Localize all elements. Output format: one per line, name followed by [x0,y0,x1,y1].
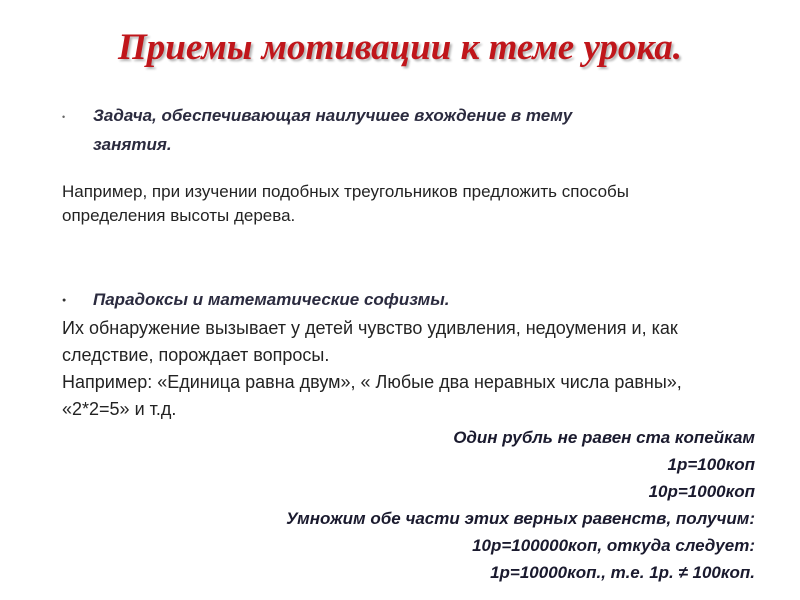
sophism-proof [286,424,755,586]
bullet-icon: • [62,112,66,122]
slide-title: Приемы мотивации к теме урока. [118,27,682,68]
section1-heading-line1: Задача, обеспечивающая наилучшее вхождение в тему [93,106,573,125]
proof-line: 10р=100000коп, откуда следует: [472,536,755,555]
section1-heading [93,101,693,159]
section2-heading: Парадоксы и математические софизмы. [93,290,450,309]
section2-line: Например: «Единица равна двум», « Любые два неравных числа равны», [62,372,682,392]
section1-heading-line2: занятия. [93,135,172,154]
proof-line: Умножим обе части этих верных равенств, получим: [286,509,755,528]
proof-line: 1р=100коп [667,455,755,474]
proof-line: Один рубль не равен ста копейкам [453,428,755,447]
proof-line: 1р=10000коп., т.е. 1р. ≠ 100коп. [490,563,755,582]
section1-example-line1: Например, при изучении подобных треугольников предложить способы [62,182,629,201]
section2-line: следствие, порождает вопросы. [62,345,330,365]
section2-text [62,315,782,423]
section1-example-line2: определения высоты дерева. [62,206,296,225]
proof-line: 10р=1000коп [648,482,755,501]
bullet-icon: ● [62,297,67,304]
section2-line: «2*2=5» и т.д. [62,399,177,419]
section1-example [62,180,752,228]
section2-line: Их обнаружение вызывает у детей чувство удивления, недоумения и, как [62,318,678,338]
